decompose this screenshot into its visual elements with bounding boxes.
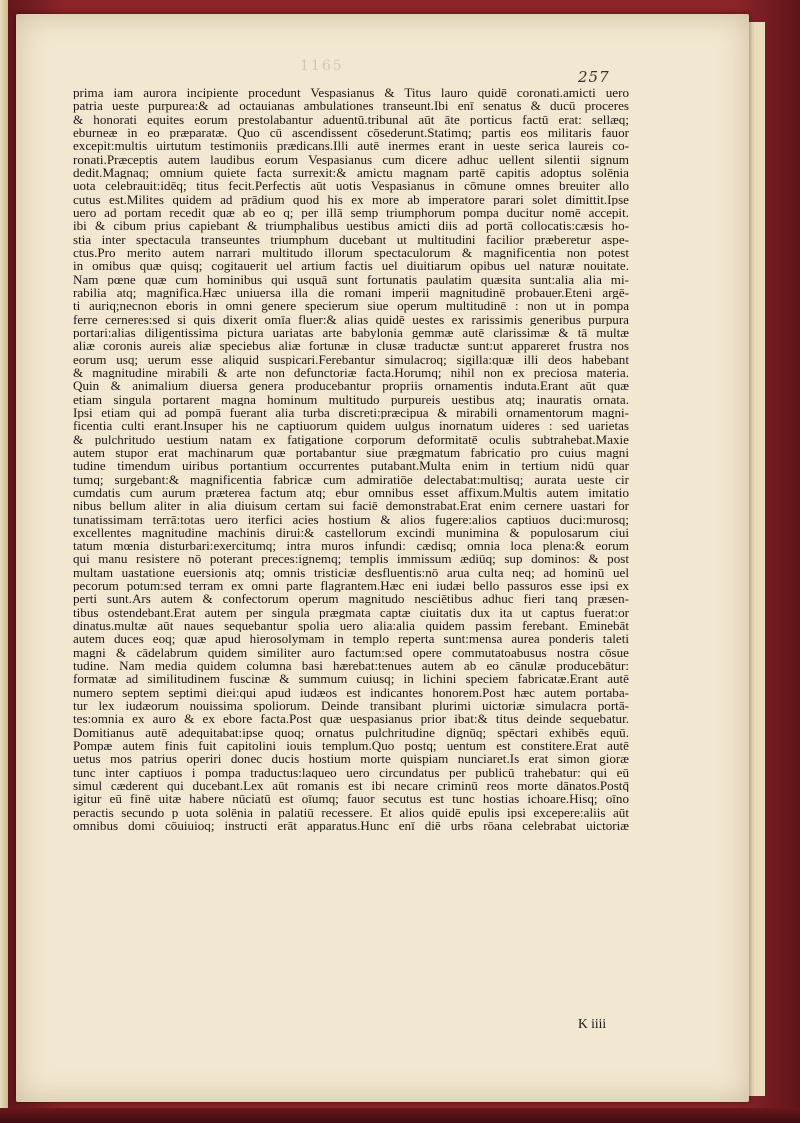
text-line: omnibus domi cōuiuioq; instructi erāt apparatus.Hunc enī diē urbs rōana celebrabat uictoriæ — [73, 819, 629, 833]
text-line: tatum mœnia disturbari:exercitumq; intra muros infundi: cædisq; omnia loca plena:& eorum — [73, 539, 629, 553]
text-line: & honorati equites eorum prestolabantur aduentū.tribunal aūt āte porticus factū erat: sellæq; — [73, 112, 629, 126]
text-line: tumq; surgebant:& magnificentia fabricæ cum admiratiōe delectabat:multisq; aurata ueste cir — [73, 472, 629, 486]
text-line: excepit:multis uirtutum testimoniis prædicans.Illi autē inermes erant in ueste serica laureis co- — [73, 139, 629, 153]
text-line: igitur eū finē uitæ habere nūciatū est oīumq; fauor secutus est tunc hostias ichoare.Hisq; oīno — [73, 792, 629, 806]
text-line: perti sunt.Ars autem & confectorum operum magnitudo nesciētibus adhuc fieri tanq præsen- — [73, 592, 629, 606]
text-line: autem duces eoq; quæ apud hierosolymam in templo reperta sunt:mensa aurea ponderis taleti — [73, 632, 629, 646]
text-line: tibus ostendebant.Erat autem per singula prægmata captæ ciuitatis dux ita ut captus fuerat:or — [73, 605, 629, 620]
text-line: ferre cerneres:sed si quis dixerit omīa fluer:& alias quidē uestes ex rarissimis generibus purpura — [73, 312, 629, 326]
text-line: & magnitudine mirabili & arte non defunctoriæ facta.Horumq; nihil non ex preciosa materia. — [73, 365, 629, 380]
text-line: tunc inter captiuos i pompa traductus:laqueo uero circundatus per publicū trahebatur: qui eū — [73, 765, 629, 780]
text-line: eburneæ in eo præparatæ. Quo cū ascendissent cōsederunt.Statimq; partis eos militaris fauor — [73, 125, 629, 140]
text-line: qui manu resistere nō poterant preces:ignemq; templis immissum ædiūq; sup dominos: & post — [73, 552, 629, 566]
text-line: Nam pœne quæ cum hominibus qui usquā sunt fortunatis paulatim quæsita sunt:alia alia mi- — [73, 272, 629, 286]
text-line: Domitianus autē adequitabat:ipse quoq; ornatus pulchritudine dignūq; spēctari exhibēs equū. — [73, 725, 629, 740]
text-line: in omibus quæ quisq; cogitauerit uel artium factis uel diuitiarum opibus uel naturæ nouitate. — [73, 259, 629, 273]
text-line: tes:omnia ex auro & ex ebore facta.Post quæ uespasianus prior ibat:& titus deinde sequebatur. — [73, 712, 629, 726]
text-line: pecorum potum:sed terram ex omni parte flagrantem.Hæc eni iudæi bello passuros esse ipsi ex — [73, 579, 629, 593]
text-line: autem stupor erat machinarum quæ portabantur siue prægmatum fabricatio pro cuius magni — [73, 445, 629, 460]
text-line: uero ad portam recedit quæ ab eo q; per illā semp triumphorum pompa ducitur nomē accepit. — [73, 205, 629, 220]
text-line: Pompæ autem finis fuit capitolini iouis templum.Quo postq; uentum est constitere.Erat autē — [73, 739, 629, 753]
folio-number: 257 — [578, 68, 610, 86]
faint-pencil-mark: 1165 — [300, 58, 344, 74]
binding-bottom — [0, 1108, 800, 1123]
left-page-edge — [0, 0, 8, 1123]
text-line: excellentes magnitudine machinis dirui:& castellorum excindi munimina & populosarum ciui — [73, 525, 629, 540]
text-line: stia inter spectacula transeuntes triumphum ducebant ut multitudini facilior præberetur aspe- — [73, 232, 629, 246]
text-line: magni & cādelabrum quidem similiter auro factum:sed opere commutatoabusus nostra cōsue — [73, 645, 629, 660]
text-line: ctus.Pro merito autem narrari multitudo illorum spectaculorum & magnificentia non potest — [73, 245, 629, 260]
text-line: ibi & cibum prius capiebant & triumphalibus uestibus amicti diis ad portā collocatis:cæsis ho- — [73, 219, 629, 233]
text-line: cumdatis cum aurum præterea factum atq; ebur omnibus esset affixum.Multis autem imitatio — [73, 485, 629, 500]
text-line: Ipsi etiam qui ad pompā fuerant alia turba discreti:præcipua & mirabili ornamentorum magni- — [73, 405, 629, 420]
text-line: numero septem septimi diei:qui apud iudæos est indicantes honorem.Post hæc autem portaba- — [73, 685, 629, 700]
text-line: etiam singula portarent magna hominum multitudo purpureis uestibus atq; inauratis ornata. — [73, 392, 629, 406]
text-line: rabilia atq; magnifica.Hæc uniuersa illa die romani imperii magnitudinē probauer.Eteni argē- — [73, 285, 629, 300]
text-line: uota celebrauit:idēq; titus fecit.Perfectis aūt uotis Vespasianus in cōmune omnes breuiter allo — [73, 179, 629, 193]
text-line: Quin & animalium diuersa genera producebantur propriis ornamentis induta.Erant aūt quæ — [73, 379, 629, 393]
text-line: dinatus.multæ aūt naues sequebantur spolia uero alia:alia quidem passim ferebant. Eminebāt — [73, 619, 629, 633]
text-line: & pulchritudo uestium natam ex fatigatione corporum deformitatē oculis subtrahebat.Maxie — [73, 432, 629, 446]
text-line: nibus bellum aliter in alia diuisum certam sui faciē demonstrabat.Erat enim cernere uastari for — [73, 499, 629, 513]
text-line: eorum usq; uerum esse aliquid suspicari.Ferebantur simulacroq; sigilla:quæ illi deos habebant — [73, 352, 629, 366]
text-line: dedit.Magnaq; omnium quiete facta surrexit:& amictu magnam partē capitis adoptus solēnia — [73, 165, 629, 180]
text-line: ti auriq;necnon eboris in omni genere specierum siue operum multitudinē : non ut in pompa — [73, 299, 629, 313]
text-line: uetus mos patrius operiri donec ducis hostium morte quispiam nunciaret.Is erat simon gioræ — [73, 752, 629, 766]
text-line: patria ueste purpurea:& ad octauianas ambulationes transeunt.Ibi enī senatus & ducū proceres — [73, 99, 629, 113]
text-line: cutus est.Milites quidem ad prādium quod his ex more ab imperatore parari solet dimittit.Ipse — [73, 192, 629, 206]
text-line: aliæ coronis aureis aliæ speciebus aliæ fortunæ in clusæ traductæ sunt:ut appareret frustra nos — [73, 339, 629, 353]
signature-mark: K iiii — [578, 1016, 607, 1031]
text-line: multam uastatione euersionis atq; omnis tristiciæ desfluentis:nō arua culta neq; ad hominū uel — [73, 565, 629, 580]
text-line: formatæ ad similitudinem fuscinæ & summum cuiusq; in lichini speciem fabricatæ.Erant autē — [73, 672, 629, 686]
text-line: peractis secundo p uota solēnia in palatiū recessere. Et alios quidē epulis ipsi excepere:aliis aūt — [73, 805, 629, 820]
text-line: ronati.Præceptis autem laudibus eorum Vespasianus cum dicere adhuc uellent silentii signum — [73, 152, 629, 166]
text-line: prima iam aurora incipiente procedunt Vespasianus & Titus lauro quidē coronati.amicti uero — [73, 86, 629, 100]
text-block — [73, 86, 629, 832]
text-line: tur lex iudæorum nouissima spoliorum. Deinde transibant plurimi uictoriæ simulacra portā- — [73, 699, 629, 713]
text-line: tudine timendum uiribus portantium occurrentes putabant.Multa enim in tertium nidū quar — [73, 459, 629, 473]
text-line: ficentia culti erant.Insuper his ne captiuorum quidem uulgus inornatum uideres : sed uarietas — [73, 419, 629, 433]
text-line: tunatissimam terrā:totas uero iterfici acies hostium & alios fugere:alios captiuos duci:murosq; — [73, 512, 629, 526]
text-line: tudine. Nam media quidem columna basi hærebat:tenues autem ab eo cānulæ producebātur: — [73, 659, 629, 673]
text-line: simul cæderent qui ducebant.Lex aūt romanis est ibi necare criminū reos morte dānatos.Postq̄ — [73, 779, 629, 793]
text-line: portari:alias diligentissima pictura uariatas arte babylonia gemmæ autē clarissimæ & tā multæ — [73, 325, 629, 340]
